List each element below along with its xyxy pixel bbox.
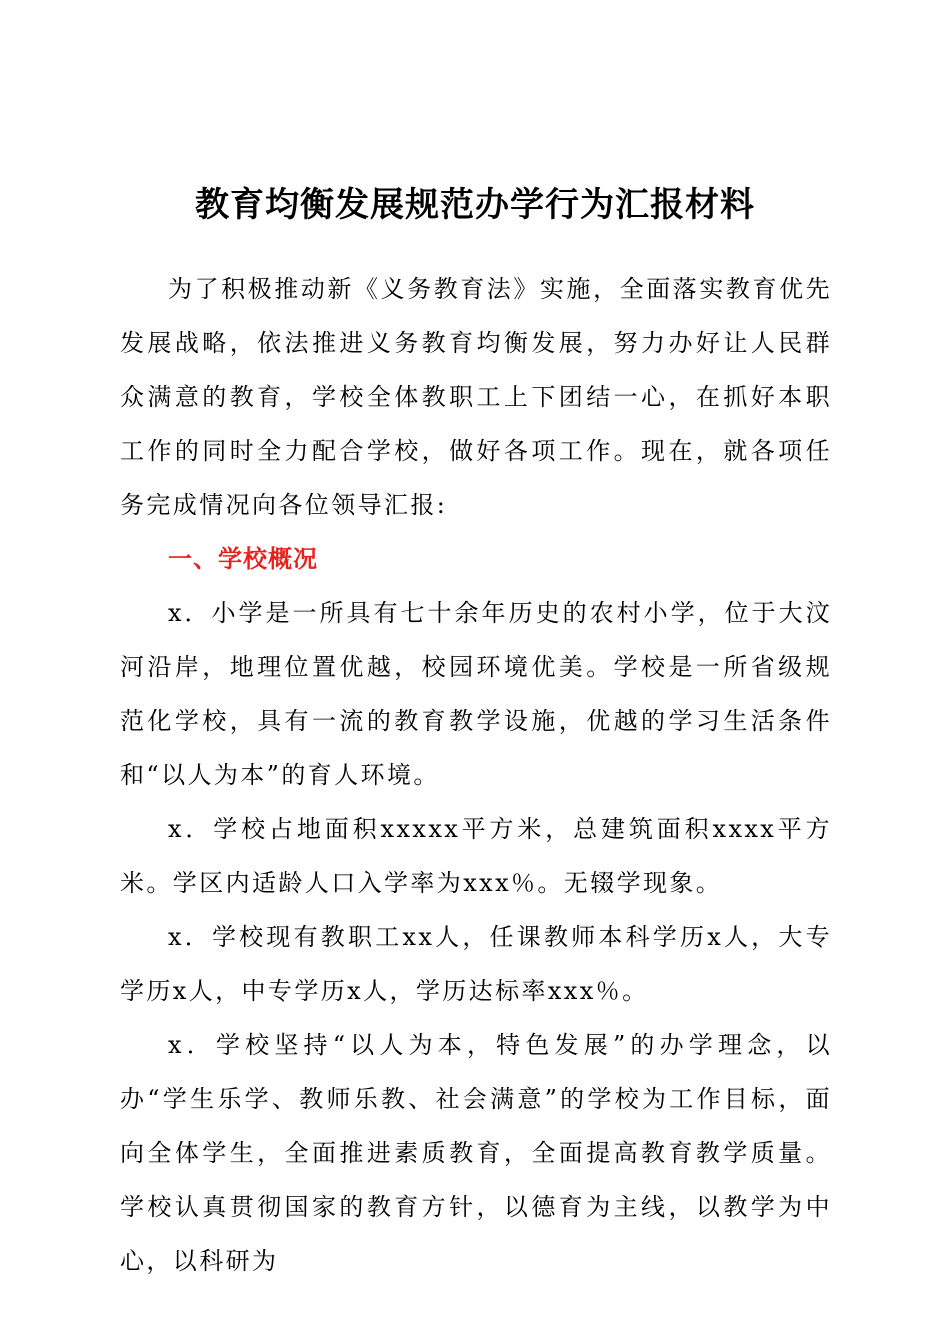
paragraph-school-history: x．小学是一所具有七十余年历史的农村小学，位于大汶河沿岸，地理位置优越，校园环境优美。学校是一所省级规范化学校，具有一流的教育教学设施，优越的学习生活条件和“以人为本”的育人环境。 [120,599,832,789]
paragraph-school-area: x．学校占地面积xxxxx平方米，总建筑面积xxxx平方米。学区内适龄人口入学率为xxx％。无辍学现象。 [120,815,832,897]
document-body [120,262,832,1288]
document-title: 教育均衡发展规范办学行为汇报材料 [195,185,755,225]
paragraph-school-staff: x．学校现有教职工xx人，任课教师本科学历x人，大专学历x人，中专学历x人，学历达标率xxx％。 [120,923,832,1005]
section-heading-school-overview: 一、学校概况 [168,545,318,573]
intro-paragraph: 为了积极推动新《义务教育法》实施，全面落实教育优先发展战略，依法推进义务教育均衡发展，努力办好让人民群众满意的教育，学校全体教职工上下团结一心，在抓好本职工作的同时全力配合学校，做好各项工作。现在，就各项任务完成情况向各位领导汇报: [120,275,832,519]
paragraph-school-philosophy: x．学校坚持“以人为本，特色发展”的办学理念，以办“学生乐学、教师乐教、社会满意”的学校为工作目标，面向全体学生，全面推进素质教育，全面提高教育教学质量。学校认真贯彻国家的教育方针，以德育为主线，以教学为中心，以科研为 [120,1031,832,1275]
